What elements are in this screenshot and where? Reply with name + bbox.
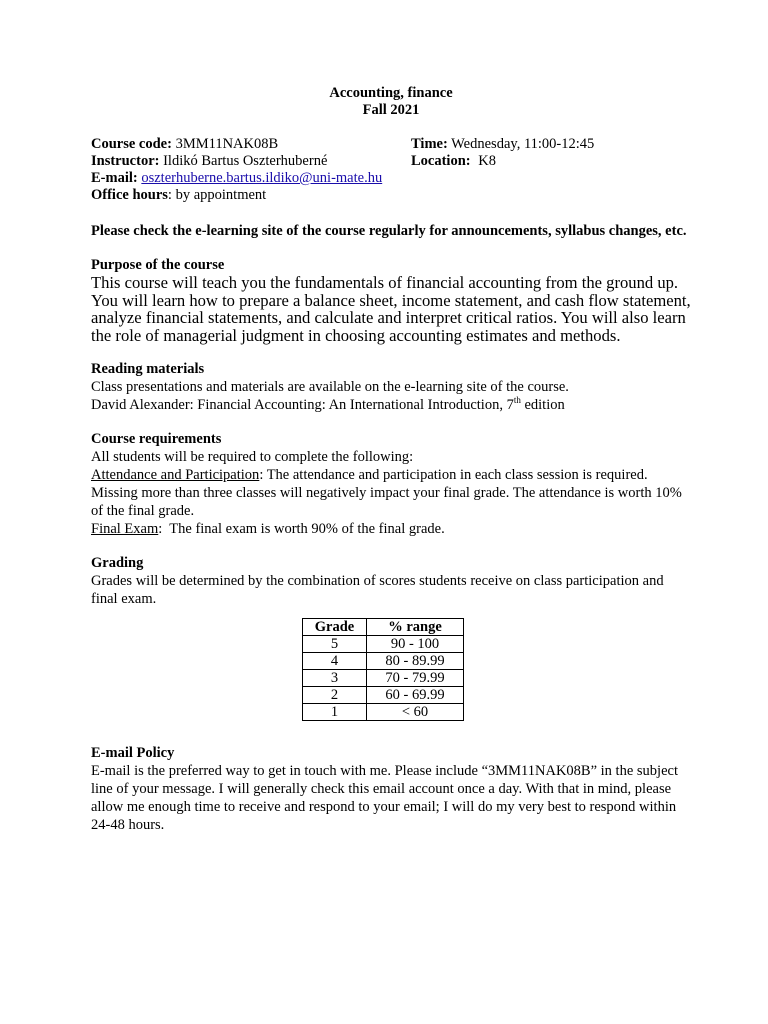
grade-cell: 3 xyxy=(303,670,367,687)
range-cell: < 60 xyxy=(367,704,464,721)
course-term: Fall 2021 xyxy=(362,102,420,118)
email-label: E-mail: xyxy=(91,170,138,186)
table-row xyxy=(303,704,464,721)
email-row xyxy=(91,170,382,187)
reading-book-title: David Alexander: Financial Accounting: An International Introduction, 7 xyxy=(91,397,514,414)
exam-label: Final Exam xyxy=(91,521,159,538)
course-code-row xyxy=(91,136,278,153)
location-row xyxy=(411,153,496,170)
requirements-heading: Course requirements xyxy=(91,431,222,448)
table-row xyxy=(303,653,464,670)
reading-heading: Reading materials xyxy=(91,361,205,378)
reading-edition-suffix: th xyxy=(513,395,521,406)
range-cell: 70 - 79.99 xyxy=(367,670,464,687)
location-label: Location: xyxy=(411,153,471,169)
grade-cell: 2 xyxy=(303,687,367,704)
grade-cell: 5 xyxy=(303,636,367,653)
email-policy-heading: E-mail Policy xyxy=(91,745,175,762)
time-row xyxy=(411,136,594,153)
instructor-row xyxy=(91,153,327,170)
grading-table-header xyxy=(303,619,464,636)
elearning-notice: Please check the e-learning site of the course regularly for announcements, syllabus changes, etc. xyxy=(91,223,687,239)
grading-heading: Grading xyxy=(91,555,144,572)
reading-line-1: Class presentations and materials are available on the e-learning site of the course. xyxy=(91,379,569,396)
location-value: K8 xyxy=(478,153,496,169)
instructor-value: Ildikó Bartus Oszterhuberné xyxy=(163,153,328,169)
range-cell: 60 - 69.99 xyxy=(367,687,464,704)
time-label: Time: xyxy=(411,136,448,152)
attendance-label: Attendance and Participation xyxy=(91,467,260,484)
office-hours-label: Office hours xyxy=(91,187,168,203)
reading-edition-label: edition xyxy=(520,397,565,414)
grading-text: Grades will be determined by the combination of scores students receive on class participation and final exam. xyxy=(91,573,664,608)
range-cell: 80 - 89.99 xyxy=(367,653,464,670)
requirements-intro: All students will be required to complete the following: xyxy=(91,449,414,466)
attendance-text: : The attendance and participation in each class session is required. Missing more than three classes will negatively impact your final grade. The attendance is worth 10% of the final grade. xyxy=(91,467,682,520)
grade-cell: 4 xyxy=(303,653,367,670)
reading-line-2 xyxy=(91,396,691,414)
table-row xyxy=(303,636,464,653)
grade-cell: 1 xyxy=(303,704,367,721)
exam-requirement xyxy=(91,520,691,538)
table-row xyxy=(303,670,464,687)
table-row xyxy=(303,687,464,704)
office-hours-row xyxy=(91,187,266,204)
course-code-label: Course code: xyxy=(91,136,172,152)
range-cell: 90 - 100 xyxy=(367,636,464,653)
office-hours-value: : by appointment xyxy=(167,187,267,203)
course-title: Accounting, finance xyxy=(329,85,453,101)
course-code-value: 3MM11NAK08B xyxy=(175,136,279,152)
purpose-text: This course will teach you the fundamentals of financial accounting from the ground up. You will learn how to prepare a balance sheet, income statement, and cash flow statement, analyze financial statements, and calculate and interpret critical ratios. You will also learn the role of managerial judgment in choosing accounting estimates and methods. xyxy=(91,273,691,345)
grading-table xyxy=(302,618,464,721)
email-link[interactable]: oszterhuberne.bartus.ildiko@uni-mate.hu xyxy=(141,170,383,186)
email-policy-text: E-mail is the preferred way to get in touch with me. Please include “3MM11NAK08B” in the subject line of your message. I will generally check this email account once a day. With that in mind, please allow me enough time to receive and respond to your email; I will do my very best to respond within 24-48 hours. xyxy=(91,763,678,834)
purpose-heading: Purpose of the course xyxy=(91,257,225,273)
syllabus-page xyxy=(91,85,691,834)
course-info xyxy=(91,136,691,208)
range-column-header: % range xyxy=(367,619,464,636)
instructor-label: Instructor: xyxy=(91,153,160,169)
grade-column-header: Grade xyxy=(303,619,367,636)
exam-text: : The final exam is worth 90% of the final grade. xyxy=(158,521,445,538)
attendance-requirement xyxy=(91,466,691,520)
time-value: Wednesday, 11:00-12:45 xyxy=(451,136,595,152)
